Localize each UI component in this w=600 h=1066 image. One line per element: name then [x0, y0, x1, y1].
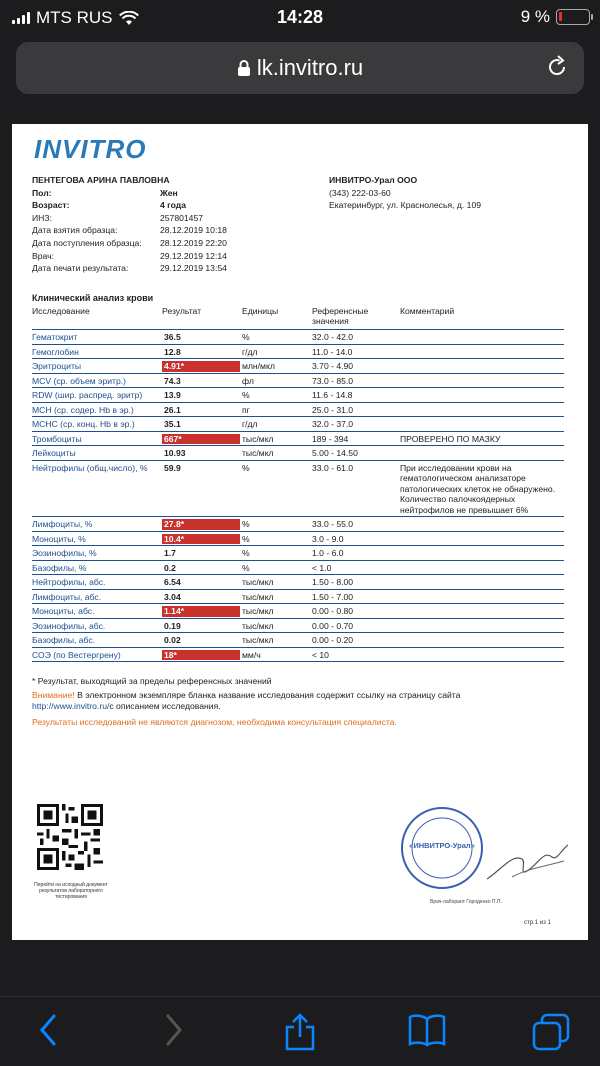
attention-link-suffix: с описанием исследования. [109, 701, 221, 711]
reference-range: 0.00 - 0.20 [312, 633, 400, 648]
field-value: 257801457 [160, 212, 204, 223]
field-label: ИНЗ: [32, 212, 52, 223]
table-row [32, 446, 564, 461]
table-row [32, 417, 564, 432]
flagged-result: 1.14* [162, 606, 240, 617]
table-row [32, 604, 564, 619]
lab-info [329, 174, 569, 212]
flagged-result: 4.91* [162, 361, 240, 372]
comment: ПРОВЕРЕНО ПО МАЗКУ [400, 431, 564, 446]
reference-range: 189 - 394 [312, 431, 400, 446]
test-name[interactable]: Гемоглобин [32, 344, 162, 359]
units: млн/мкл [242, 359, 312, 374]
result-value [162, 446, 242, 461]
test-name[interactable]: Эритроциты [32, 359, 162, 374]
safari-toolbar [0, 996, 600, 1066]
results-table [32, 304, 564, 662]
test-name[interactable]: Моноциты, % [32, 531, 162, 546]
result-value [162, 330, 242, 345]
reload-icon[interactable] [544, 54, 570, 80]
result-value [162, 618, 242, 633]
flagged-result: 10.4* [162, 534, 240, 545]
status-bar [0, 0, 600, 36]
share-icon[interactable] [283, 1013, 317, 1051]
test-name[interactable]: RDW (шир. распред. эритр) [32, 388, 162, 403]
result-value [162, 359, 242, 374]
col-test: Исследование [32, 304, 162, 330]
units: % [242, 330, 312, 345]
units: тыс/мкл [242, 604, 312, 619]
result-text: 0.2 [164, 562, 176, 573]
table-header-row [32, 304, 564, 330]
units: мм/ч [242, 647, 312, 662]
test-name[interactable]: Гематокрит [32, 330, 162, 345]
comment [400, 531, 564, 546]
comment [400, 647, 564, 662]
units: г/дл [242, 417, 312, 432]
reference-range: < 1.0 [312, 560, 400, 575]
units: тыс/мкл [242, 618, 312, 633]
result-value [162, 517, 242, 532]
lab-name: ИНВИТРО-Урал ООО [329, 175, 418, 185]
col-ref: Референсные значения [312, 304, 400, 330]
battery-icon [556, 9, 590, 25]
comment [400, 446, 564, 461]
col-units: Единицы [242, 304, 312, 330]
test-name[interactable]: СОЭ (по Вестергрену) [32, 647, 162, 662]
result-value [162, 575, 242, 590]
units: % [242, 560, 312, 575]
result-value [162, 546, 242, 561]
field-value: Жен [160, 187, 178, 198]
footnote: * Результат, выходящий за пределы референсных значений [32, 676, 272, 686]
stamp-text: «ИНВИТРО-Урал» [409, 841, 475, 850]
signature-icon [482, 839, 572, 889]
battery-percent: 9 % [520, 7, 550, 26]
units: % [242, 388, 312, 403]
result-value [162, 604, 242, 619]
invitro-logo: INVITRO [34, 134, 147, 164]
reference-range: 11.6 - 14.8 [312, 388, 400, 403]
chevron-left-icon[interactable] [36, 1013, 62, 1047]
result-text: 6.54 [164, 577, 181, 587]
reference-range: 3.70 - 4.90 [312, 359, 400, 374]
result-text: 0.19 [164, 620, 181, 631]
reference-range: 33.0 - 61.0 [312, 460, 400, 517]
units: тыс/мкл [242, 431, 312, 446]
comment [400, 589, 564, 604]
carrier: MTS RUS [36, 8, 113, 27]
reference-range: 5.00 - 14.50 [312, 446, 400, 461]
attention-label: Внимание! [32, 690, 75, 700]
test-name[interactable]: Лейкоциты [32, 446, 162, 461]
test-name[interactable]: Нейтрофилы (общ.число), % [32, 460, 162, 517]
reference-range: 1.50 - 7.00 [312, 589, 400, 604]
result-value [162, 431, 242, 446]
reference-range: 1.50 - 8.00 [312, 575, 400, 590]
reference-range: 73.0 - 85.0 [312, 373, 400, 388]
table-row [32, 344, 564, 359]
table-row [32, 431, 564, 446]
address-bar[interactable] [16, 42, 584, 94]
result-text: 74.3 [164, 375, 181, 386]
table-row [32, 531, 564, 546]
units: тыс/мкл [242, 575, 312, 590]
result-text: 36.5 [164, 332, 181, 342]
test-name[interactable]: Моноциты, абс. [32, 604, 162, 619]
field-label: Врач: [32, 250, 54, 261]
test-name[interactable]: MCHC (ср. конц. Hb в эр.) [32, 417, 162, 432]
test-name[interactable]: MCV (ср. объем эритр.) [32, 373, 162, 388]
units: тыс/мкл [242, 446, 312, 461]
page-number: стр.1 из 1 [524, 920, 551, 926]
table-row [32, 460, 564, 517]
lab-address: Екатеринбург, ул. Краснолесья, д. 109 [329, 200, 482, 211]
result-value [162, 402, 242, 417]
invitro-link[interactable]: http://www.invitro.ru/ [32, 701, 110, 711]
reference-range: 25.0 - 31.0 [312, 402, 400, 417]
stamp-icon [398, 804, 486, 892]
table-row [32, 402, 564, 417]
doctor-caption: Врач-лаборант Городенко П.П. [430, 899, 502, 905]
clock: 14:28 [276, 7, 324, 27]
flagged-result: 27.8* [162, 519, 240, 530]
chevron-right-icon[interactable] [160, 1013, 186, 1047]
col-comment: Комментарий [400, 304, 564, 330]
units: % [242, 517, 312, 532]
units: % [242, 531, 312, 546]
comment: При исследовании крови на гематологическом анализаторе патологических клеток не обнаружено. Количество палочкоядерных нейтрофилов не превышает 6% [400, 460, 564, 517]
field-label: Возраст: [32, 200, 70, 211]
table-row [32, 618, 564, 633]
result-value [162, 589, 242, 604]
test-name[interactable]: Тромбоциты [32, 431, 162, 446]
attention-note [32, 690, 572, 712]
units: фл [242, 373, 312, 388]
table-row [32, 575, 564, 590]
lab-report-page [12, 124, 588, 940]
table-row [32, 330, 564, 345]
test-name[interactable]: Эозинофилы, абс. [32, 618, 162, 633]
disclaimer: Результаты исследований не являются диагнозом, необходима консультация специалиста. [32, 717, 397, 727]
reference-range: 3.0 - 9.0 [312, 531, 400, 546]
test-name[interactable]: Лимфоциты, абс. [32, 589, 162, 604]
result-value [162, 388, 242, 403]
result-value [162, 373, 242, 388]
test-name[interactable]: Базофилы, абс. [32, 633, 162, 648]
comment [400, 417, 564, 432]
result-text: 3.04 [164, 591, 181, 602]
field-label: Дата поступления образца: [32, 237, 142, 248]
table-row [32, 359, 564, 374]
lab-phone: (343) 222-03-60 [329, 187, 391, 198]
section-title: Клинический анализ крови [32, 293, 154, 303]
units: пг [242, 402, 312, 417]
result-text: 12.8 [164, 346, 181, 357]
flagged-result: 667* [162, 434, 240, 445]
reference-range: 33.0 - 55.0 [312, 517, 400, 532]
field-value: 4 года [160, 200, 187, 211]
test-name[interactable]: Базофилы, % [32, 560, 162, 575]
result-value [162, 460, 242, 517]
reference-range: 11.0 - 14.0 [312, 344, 400, 359]
table-row [32, 373, 564, 388]
comment [400, 330, 564, 345]
comment [400, 633, 564, 648]
units: тыс/мкл [242, 633, 312, 648]
comment [400, 575, 564, 590]
field-value: 28.12.2019 10:18 [160, 225, 227, 236]
lock-icon [237, 59, 251, 77]
qr-code-icon[interactable] [37, 804, 103, 870]
url-display[interactable] [16, 55, 584, 81]
table-row [32, 388, 564, 403]
field-value: 29.12.2019 13:54 [160, 263, 227, 274]
table-row [32, 633, 564, 648]
table-row [32, 647, 564, 662]
result-value [162, 633, 242, 648]
table-row [32, 546, 564, 561]
field-label: Дата взятия образца: [32, 225, 118, 236]
reference-range: 0.00 - 0.70 [312, 618, 400, 633]
units: г/дл [242, 344, 312, 359]
qr-caption: Перейти на исходный документ результатов лабораторного тестирования [34, 882, 108, 900]
result-text: 10.93 [164, 448, 186, 458]
table-row [32, 589, 564, 604]
result-value [162, 647, 242, 662]
result-text: 59.9 [164, 462, 181, 473]
result-value [162, 531, 242, 546]
comment [400, 604, 564, 619]
comment [400, 373, 564, 388]
test-name[interactable]: Нейтрофилы, абс. [32, 575, 162, 590]
test-name[interactable]: Эозинофилы, % [32, 546, 162, 561]
comment [400, 517, 564, 532]
result-text: 13.9 [164, 390, 181, 400]
units: тыс/мкл [242, 589, 312, 604]
units: % [242, 546, 312, 561]
reference-range: < 10 [312, 647, 400, 662]
flagged-result: 18* [162, 650, 240, 661]
result-text: 0.02 [164, 635, 181, 645]
attention-text: В электронном экземпляре бланка название исследования содержит ссылку на страницу сайта [77, 690, 461, 700]
result-text: 35.1 [164, 419, 181, 429]
tabs-icon[interactable] [532, 1013, 570, 1051]
comment [400, 344, 564, 359]
comment [400, 618, 564, 633]
patient-info [32, 174, 332, 275]
field-label: Пол: [32, 187, 52, 198]
result-value [162, 417, 242, 432]
result-text: 26.1 [164, 404, 181, 415]
book-icon[interactable] [408, 1013, 446, 1047]
result-text: 1.7 [164, 548, 176, 558]
comment [400, 560, 564, 575]
status-right [521, 7, 590, 27]
result-value [162, 344, 242, 359]
reference-range: 32.0 - 37.0 [312, 417, 400, 432]
test-name[interactable]: MCH (ср. содер. Hb в эр.) [32, 402, 162, 417]
field-value: 29.12.2019 12:14 [160, 250, 227, 261]
reference-range: 0.00 - 0.80 [312, 604, 400, 619]
comment [400, 402, 564, 417]
field-label: Дата печати результата: [32, 263, 129, 274]
test-name[interactable]: Лимфоциты, % [32, 517, 162, 532]
table-row [32, 560, 564, 575]
reference-range: 32.0 - 42.0 [312, 330, 400, 345]
field-value: 28.12.2019 22:20 [160, 237, 227, 248]
table-row [32, 517, 564, 532]
units: % [242, 460, 312, 517]
comment [400, 388, 564, 403]
result-value [162, 560, 242, 575]
col-result: Результат [162, 304, 242, 330]
comment [400, 359, 564, 374]
patient-name: ПЕНТЕГОВА АРИНА ПАВЛОВНА [32, 175, 170, 185]
comment [400, 546, 564, 561]
url-text: lk.invitro.ru [256, 55, 364, 80]
reference-range: 1.0 - 6.0 [312, 546, 400, 561]
